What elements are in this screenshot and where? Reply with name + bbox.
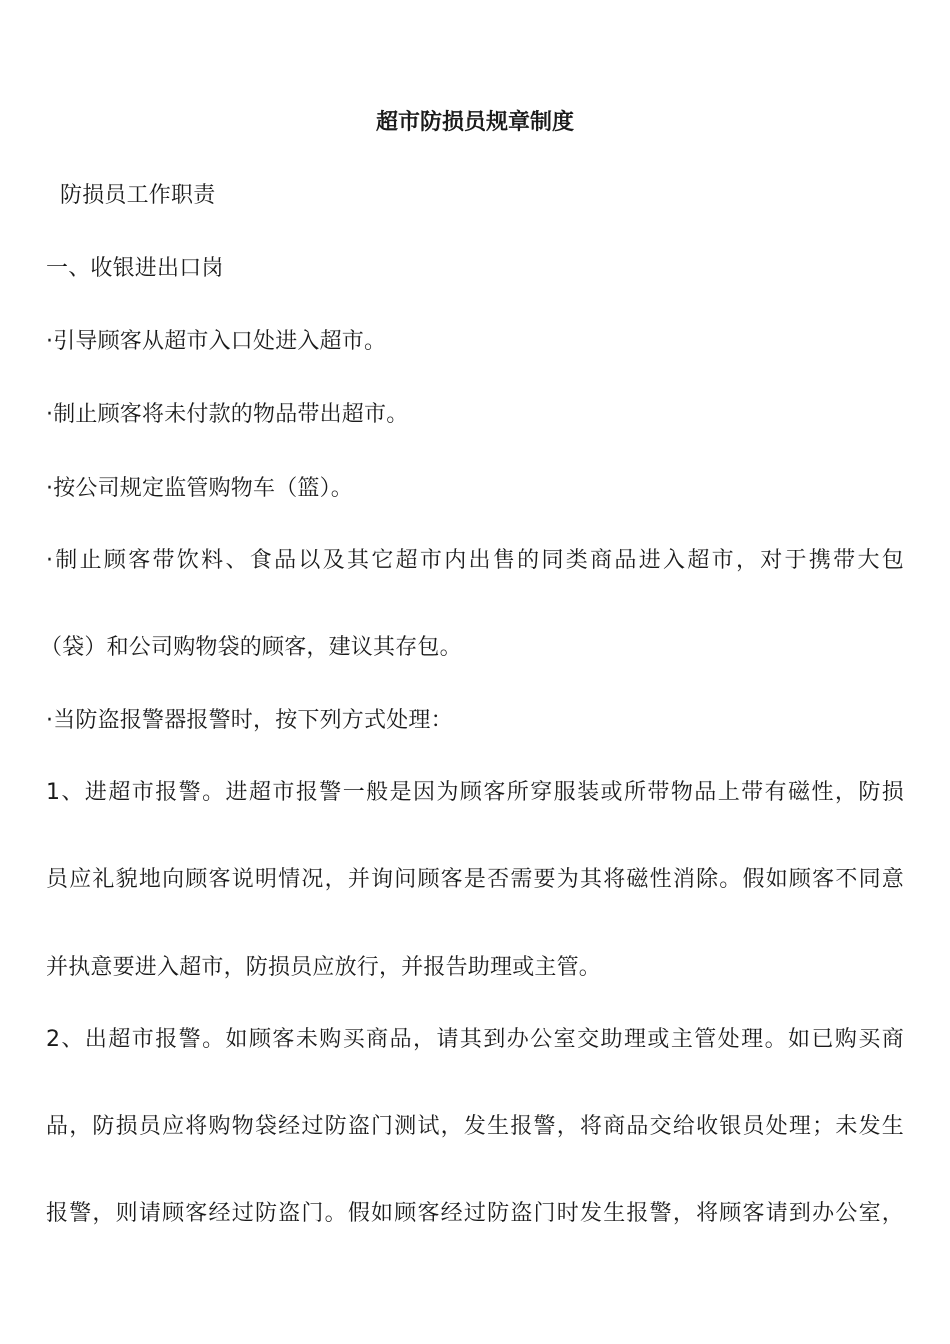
paragraph-line: 报警，则请顾客经过防盗门。假如顾客经过防盗门时发生报警，将顾客请到办公室， — [46, 1201, 904, 1226]
paragraph-line: ·按公司规定监管购物车（篮）。 — [46, 476, 353, 501]
paragraph-line: ·制止顾客带饮料、食品以及其它超市内出售的同类商品进入超市，对于携带大包 — [46, 548, 904, 573]
paragraph-line: 2、出超市报警。如顾客未购买商品，请其到办公室交助理或主管处理。如已购买商 — [46, 1027, 904, 1052]
subsection-heading: 一、收银进出口岗 — [46, 256, 224, 281]
document-title: 超市防损员规章制度 — [375, 110, 574, 135]
paragraph-line: ·当防盗报警器报警时，按下列方式处理： — [46, 708, 453, 733]
section-heading: 防损员工作职责 — [60, 183, 216, 208]
paragraph-line: ·引导顾客从超市入口处进入超市。 — [46, 329, 387, 354]
paragraph-line: ·制止顾客将未付款的物品带出超市。 — [46, 402, 409, 427]
paragraph-line: 并执意要进入超市，防损员应放行，并报告助理或主管。 — [46, 955, 602, 980]
paragraph-line: （袋）和公司购物袋的顾客，建议其存包。 — [40, 635, 462, 660]
paragraph-line: 员应礼貌地向顾客说明情况，并询问顾客是否需要为其将磁性消除。假如顾客不同意 — [46, 867, 904, 892]
paragraph-line: 品，防损员应将购物袋经过防盗门测试，发生报警，将商品交给收银员处理；未发生 — [46, 1114, 904, 1139]
paragraph-line: 1、进超市报警。进超市报警一般是因为顾客所穿服装或所带物品上带有磁性，防损 — [46, 780, 904, 805]
